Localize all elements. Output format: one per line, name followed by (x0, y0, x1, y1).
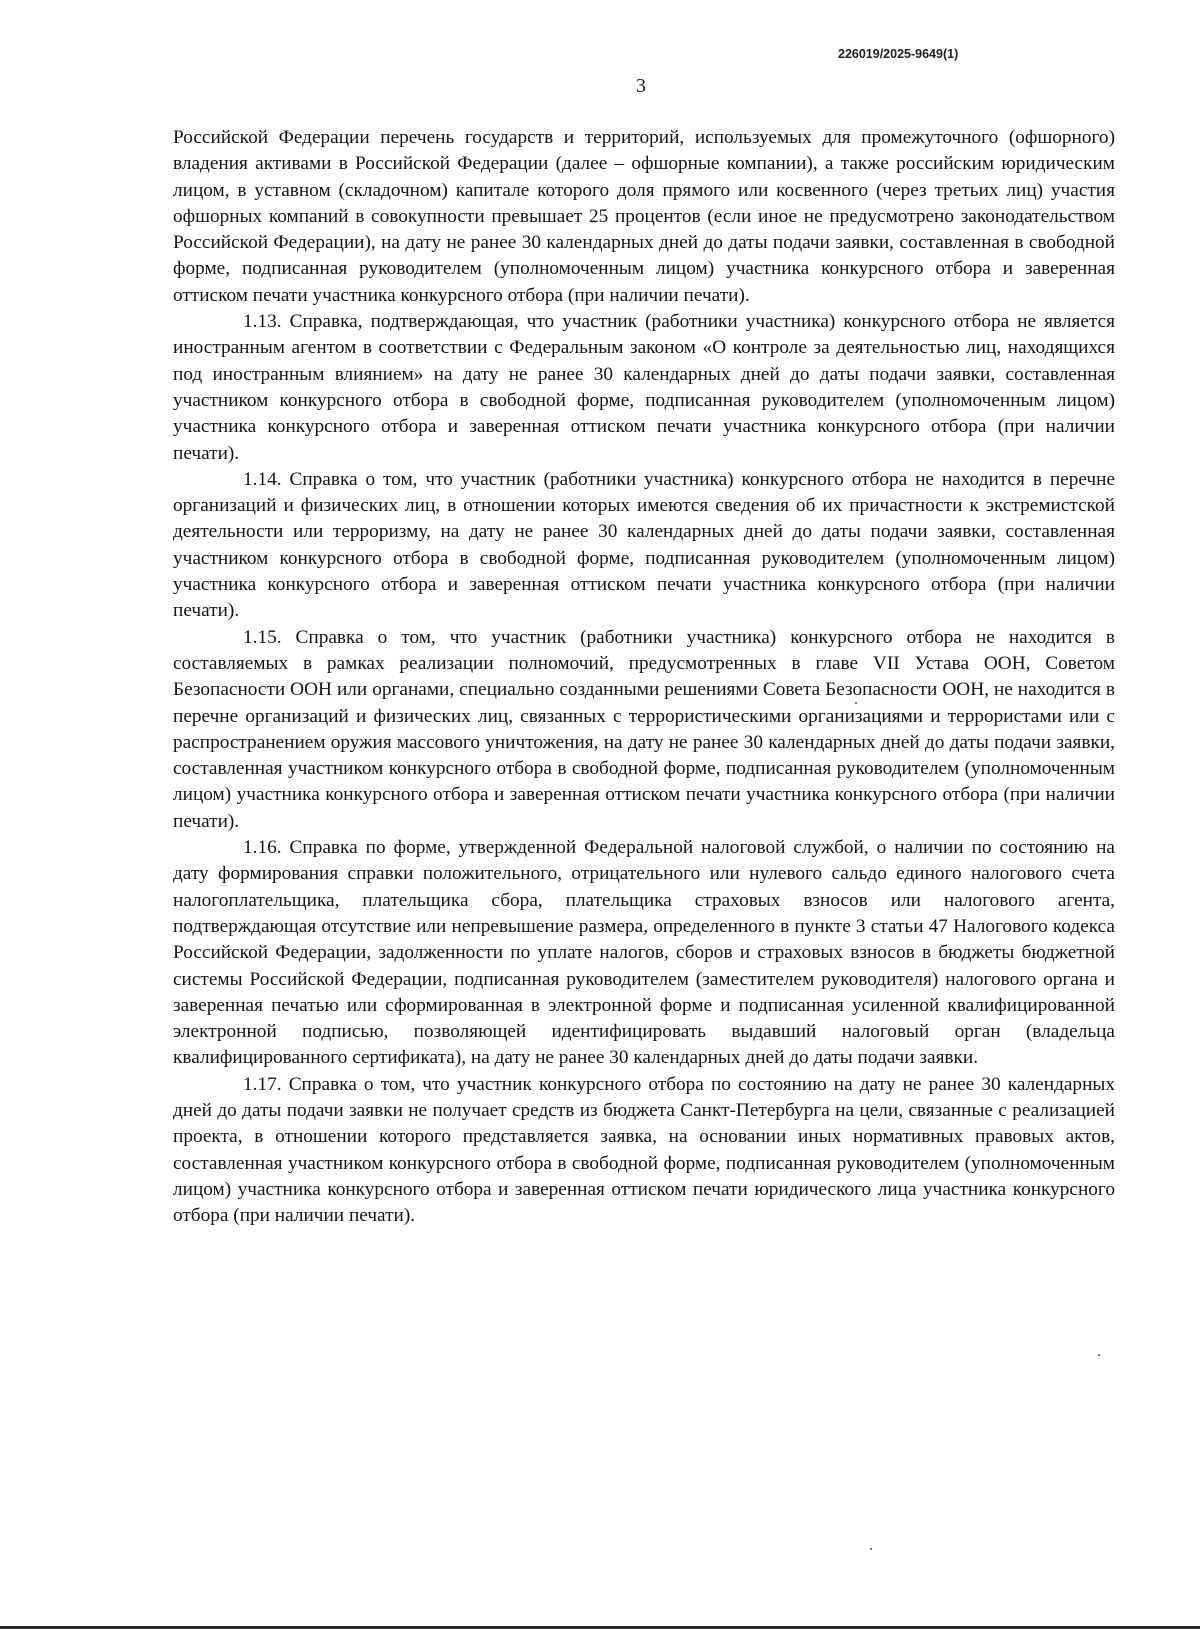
paragraph-1-15: 1.15. Справка о том, что участник (работники участника) конкурсного отбора не находится в составляемых в рамках реализации полномочий, предусмотренных в главе VII Устава ООН, Советом Безопасности ООН или органами, специально созданными решениями Совета Безопасности ООН, не находится в перечне организаций и физических лиц, связанных с террористическими организациями и террористами или с распространением оружия массового уничтожения, на дату не ранее 30 календарных дней до даты подачи заявки, составленная участником конкурсного отбора в свободной форме, подписанная руководителем (уполномоченным лицом) участника конкурсного отбора и заверенная оттиском печати участника конкурсного отбора (при наличии печати). (173, 626, 1115, 832)
page-number: 3 (636, 75, 646, 97)
scan-speck (870, 1548, 872, 1550)
document-id: 226019/2025-9649(1) (838, 47, 959, 61)
paragraph-1-13: 1.13. Справка, подтверждающая, что участник (работники участника) конкурсного отбора не является иностранным агентом в соответствии с Федеральным законом «О контроле за деятельностью лиц, находящихся под иностранным влиянием» на дату не ранее 30 календарных дней до даты подачи заявки, составленная участником конкурсного отбора в свободной форме, подписанная руководителем (уполномоченным лицом) участника конкурсного отбора и заверенная оттиском печати участника конкурсного отбора (при наличии печати). (173, 311, 1115, 464)
document-body (173, 125, 1115, 1229)
paragraph-1-17: 1.17. Справка о том, что участник конкурсного отбора по состоянию на дату не ранее 30 календарных дней до даты подачи заявки не получает средств из бюджета Санкт-Петербурга на цели, связанные с реализацией проекта, в отношении которого представляется заявка, на основании иных нормативных правовых актов, составленная участником конкурсного отбора в свободной форме, подписанная руководителем (уполномоченным лицом) участника конкурсного отбора и заверенная оттиском печати юридического лица участника конкурсного отбора (при наличии печати). (173, 1073, 1115, 1227)
paragraph-1-14: 1.14. Справка о том, что участник (работники участника) конкурсного отбора не находится в перечне организаций и физических лиц, в отношении которых имеются сведения об их причастности к экстремистской деятельности или терроризму, на дату не ранее 30 календарных дней до даты подачи заявки, составленная участником конкурсного отбора в свободной форме, подписанная руководителем (уполномоченным лицом) участника конкурсного отбора и заверенная оттиском печати участника конкурсного отбора (при наличии печати). (173, 468, 1115, 622)
scan-speck (855, 702, 857, 704)
scan-speck (1098, 1354, 1100, 1356)
paragraph-1-16: 1.16. Справка по форме, утвержденной Федеральной налоговой службой, о наличии по состоянию на дату формирования справки положительного, отрицательного или нулевого сальдо единого налогового счета налогоплательщика, плательщика сбора, плательщика страховых взносов или налогового агента, подтверждающая отсутствие или непревышение размера, определенного в пункте 3 статьи 47 Налогового кодекса Российской Федерации, задолженности по уплате налогов, сборов и страховых взносов в бюджеты бюджетной системы Российской Федерации, подписанная руководителем (заместителем руководителя) налогового органа и заверенная печатью или сформированная в электронной форме и подписанная усиленной квалифицированной электронной подписью, позволяющей идентифицировать выдавший налоговый орган (владельца квалифицированного сертификата), на дату не ранее 30 календарных дней до даты подачи заявки. (173, 837, 1115, 1069)
paragraph-continuation: Российской Федерации перечень государств и территорий, используемых для промежуточного (офшорного) владения активами в Российской Федерации (далее – офшорные компании), а также российским юридическим лицом, в уставном (складочном) капитале которого доля прямого или косвенного (через третьих лиц) участия офшорных компаний в совокупности превышает 25 процентов (если иное не предусмотрено законодательством Российской Федерации), на дату не ранее 30 календарных дней до даты подачи заявки, составленная в свободной форме, подписанная руководителем (уполномоченным лицом) участника конкурсного отбора и заверенная оттиском печати участника конкурсного отбора (при наличии печати). (173, 127, 1115, 306)
